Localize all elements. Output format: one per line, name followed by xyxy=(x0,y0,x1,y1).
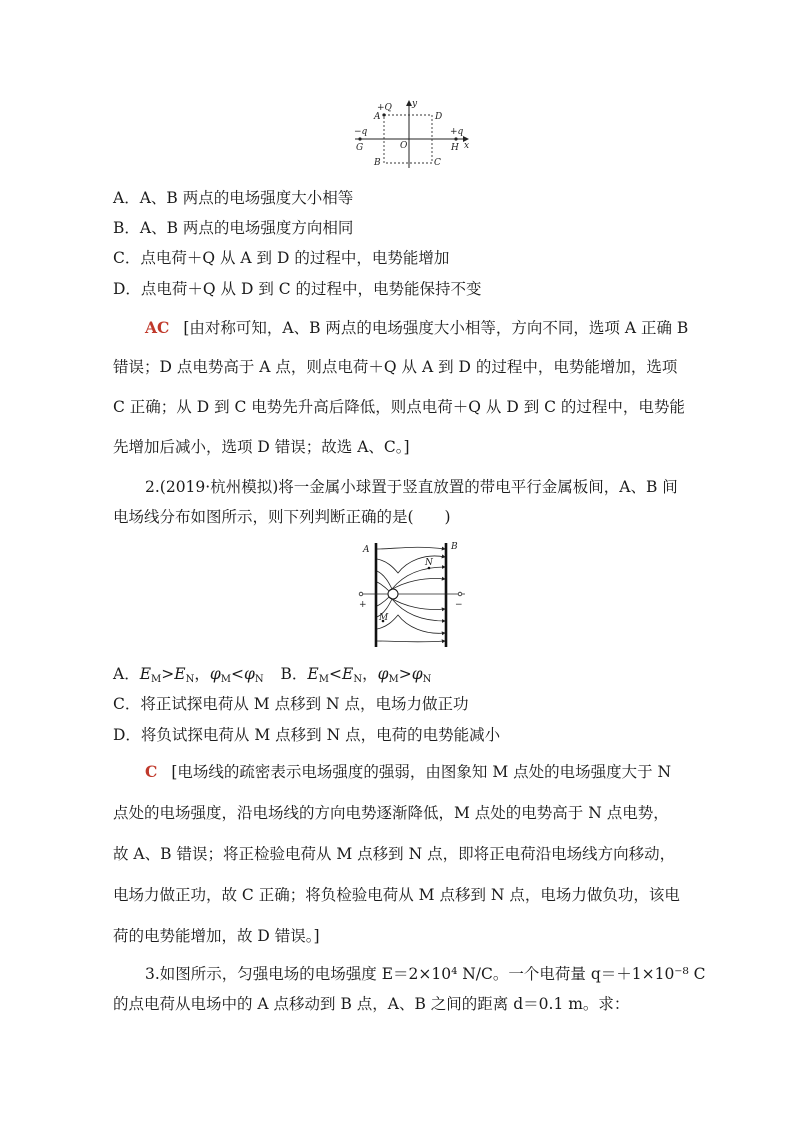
q3-stem-line-2: 的点电荷从电场中的 A 点移动到 B 点，A、B 之间的距离 d＝0.1 m。求： xyxy=(113,995,630,1013)
label-h: H xyxy=(451,143,459,153)
label-g: G xyxy=(356,143,364,153)
label-origin: O xyxy=(400,141,408,151)
label-x: x xyxy=(464,141,470,151)
label-b: B xyxy=(374,158,381,168)
q2-option-d: D．将负试探电荷从 M 点移到 N 点，电荷的电势能减小 xyxy=(113,726,501,744)
q2-option-b: B．$E_M<E_N$，$\varphi_M>\varphi_N$ xyxy=(280,665,432,685)
label-pos-q: +q xyxy=(450,127,464,137)
q2-option-ab xyxy=(113,664,431,684)
label-neg-q: −q xyxy=(354,127,368,137)
label-point-n: N xyxy=(425,558,433,568)
q2-exp-text-1: [电场线的疏密表示电场强度的强弱，由图象知 M 点处的电场强度大于 N xyxy=(171,763,672,781)
q2-option-a: A．$E_M>E_N$，$\varphi_M<\varphi_N$ xyxy=(113,665,264,685)
label-plate-b: B xyxy=(451,542,458,552)
q3-stem-line-1: 3.如图所示，匀强电场的电场强度 E＝2×10⁴ N/C。一个电荷量 q＝＋1×10⁻⁸ C xyxy=(145,965,706,983)
q1-explanation-line-3: C 正确；从 D 到 C 电势先升高后降低，则点电荷＋Q 从 D 到 C 的过程中，电势能 xyxy=(113,398,685,416)
label-pos-q-top: +Q xyxy=(377,103,392,113)
q1-explanation-line-1 xyxy=(145,318,688,338)
q1-option-a: A．A、B 两点的电场强度大小相等 xyxy=(113,189,354,207)
label-minus: − xyxy=(455,600,463,610)
q1-option-b: B．A、B 两点的电场强度方向相同 xyxy=(113,219,354,237)
q1-option-d: D．点电荷＋Q 从 D 到 C 的过程中，电势能保持不变 xyxy=(113,280,482,298)
q1-explanation-line-2: 错误；D 点电势高于 A 点，则点电荷＋Q 从 A 到 D 的过程中，电势能增加，选项 xyxy=(113,358,678,376)
q1-explanation-line-4: 先增加后减小，选项 D 错误；故选 A、C。] xyxy=(113,438,410,456)
label-d: D xyxy=(435,112,443,122)
label-a: A xyxy=(374,112,381,122)
q1-option-c: C．点电荷＋Q 从 A 到 D 的过程中，电势能增加 xyxy=(113,249,450,267)
q2-answer: C xyxy=(145,762,158,781)
label-point-m: M xyxy=(379,613,389,623)
q2-explanation-line-3: 故 A、B 错误；将正检验电荷从 M 点移到 N 点，即将正电荷沿电场线方向移动， xyxy=(113,845,676,863)
q2-explanation-line-1 xyxy=(145,762,671,782)
q1-answer: AC xyxy=(145,318,170,337)
q2-explanation-line-4: 电场力做正功，故 C 正确；将负检验电荷从 M 点移到 N 点，电场力做负功，该电 xyxy=(113,886,680,904)
q2-stem-line-2: 电场线分布如图所示，则下列判断正确的是( ) xyxy=(113,508,451,526)
q1-exp-text-1: [由对称可知，A、B 两点的电场强度大小相等，方向不同，选项 A 正确 B xyxy=(183,319,689,337)
q2-stem-line-1: 2.(2019·杭州模拟)将一金属小球置于竖直放置的带电平行金属板间，A、B 间 xyxy=(145,478,678,496)
q2-option-c: C．将正试探电荷从 M 点移到 N 点，电场力做正功 xyxy=(113,695,469,713)
charge-coordinate-figure xyxy=(350,98,475,170)
label-plus: + xyxy=(359,600,367,610)
label-y: y xyxy=(412,99,418,109)
label-plate-a: A xyxy=(363,545,370,555)
q2-explanation-line-5: 荷的电势能增加，故 D 错误。] xyxy=(113,927,320,945)
field-lines-figure xyxy=(355,537,470,649)
label-c: C xyxy=(434,158,441,168)
q2-explanation-line-2: 点处的电场强度，沿电场线的方向电势逐渐降低，M 点处的电势高于 N 点电势， xyxy=(113,804,669,822)
